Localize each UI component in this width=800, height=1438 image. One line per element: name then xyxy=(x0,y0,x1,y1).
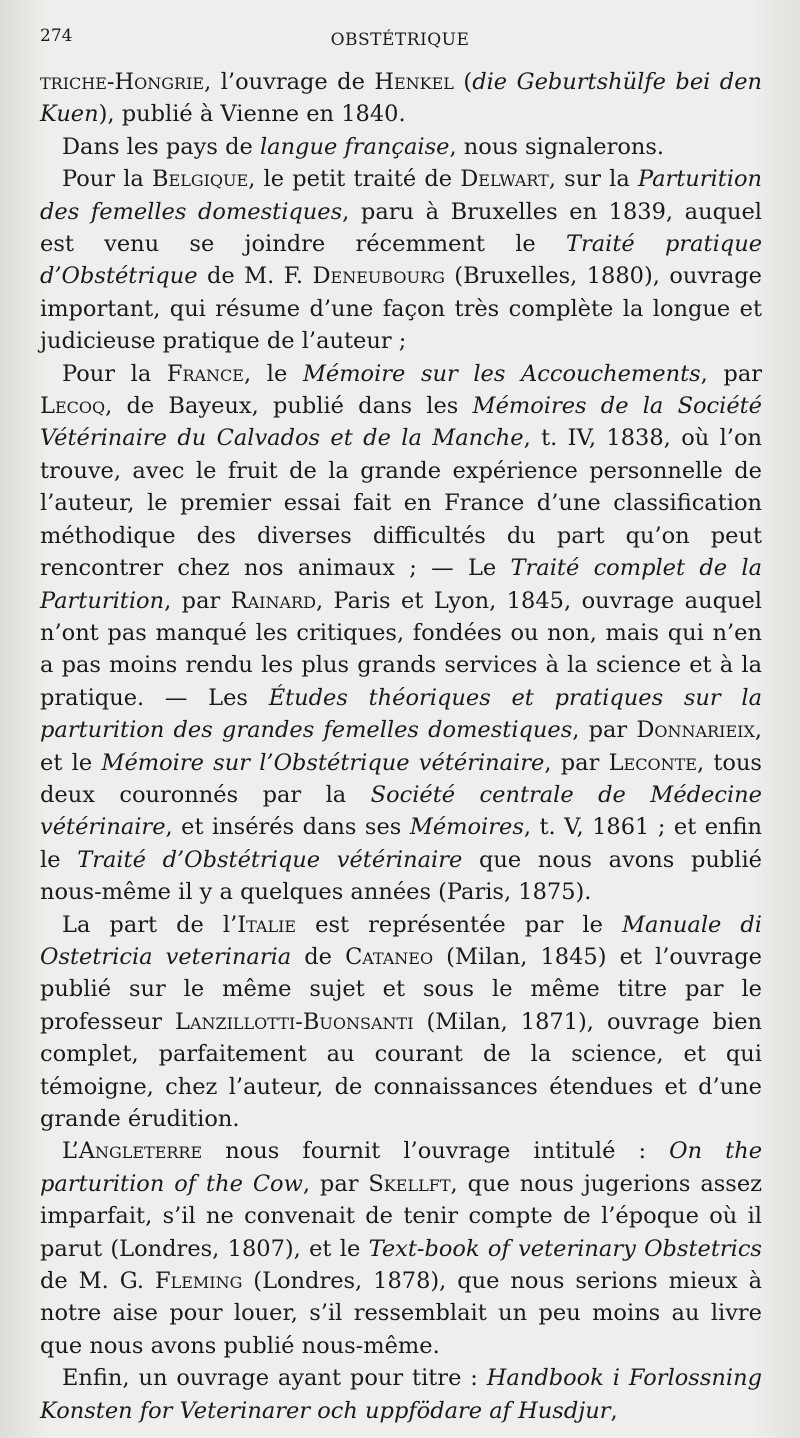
paragraph xyxy=(40,131,762,163)
text-run: , le xyxy=(243,360,303,387)
proper-name: Lanzillotti-Buonsanti xyxy=(175,1008,414,1035)
text-run: , paru à Bruxelles en 1839, auquel est venu se joindre récemment le xyxy=(40,198,762,258)
italic-title: On the parturition of the Cow xyxy=(40,1138,763,1197)
proper-name: Angleterre xyxy=(78,1138,203,1165)
proper-name: Leconte xyxy=(608,749,697,776)
text-run: , et le xyxy=(40,717,762,776)
page-header xyxy=(40,26,762,66)
text-run: , tous deux couronnés par la xyxy=(40,749,762,808)
text-run: de M. G. xyxy=(40,1268,155,1295)
italic-title: Traité complet de la Parturition xyxy=(40,555,762,614)
proper-name: Deneubourg xyxy=(312,263,445,290)
italic-title: Mémoires de la Société Vétérinaire du Calvados et de la Manche xyxy=(40,393,762,452)
text-run: , le petit traité de xyxy=(248,166,461,193)
italic-title: die Geburtshülfe bei den Kuen xyxy=(40,69,763,128)
running-title: OBSTÉTRIQUE xyxy=(330,30,470,50)
text-run: , de Bayeux, publié dans les xyxy=(105,393,473,420)
italic-title: Handbook i Forlossning Konsten for Veterinarer och uppfödare af Husdjur xyxy=(40,1365,762,1424)
text-run: , xyxy=(610,1397,618,1424)
body-text xyxy=(40,66,762,1427)
text-run: , par xyxy=(572,717,637,744)
italic-title: Mémoire sur l’Obstétrique vétérinaire xyxy=(101,749,545,776)
text-run: , t. IV, 1838, où l’on trouve, avec le fruit de la grande expérience personnelle de l’auteur, le premier essai fait en France d’une classification méthodique des diverses difficultés du part qu’on peut rencontrer chez nos animaux ; — Le xyxy=(40,425,762,582)
text-run: de xyxy=(291,943,346,970)
text-run: , par xyxy=(164,587,231,614)
text-run: (Milan, 1871), ouvrage bien complet, parfaitement au courant de la science, et qui témoigne, chez l’auteur, de connaissances étendues et d’une grande érudition. xyxy=(40,1008,762,1132)
paragraph xyxy=(40,1362,762,1427)
text-run: , nous signalerons. xyxy=(449,133,665,160)
text-run: , que nous jugerions assez imparfait, s’il ne convenait de tenir compte de l’époque où il parut (Londres, 1807), et le xyxy=(40,1170,763,1262)
proper-name: Fleming xyxy=(154,1268,243,1295)
paragraph xyxy=(40,358,762,909)
italic-title: Manuale di Ostetricia veterinaria xyxy=(40,911,762,970)
proper-name: Belgique xyxy=(151,166,249,193)
text-run: Pour la xyxy=(62,166,152,193)
text-run: est représentée par le xyxy=(296,911,622,938)
italic-title: Société centrale de Médecine vétérinaire xyxy=(40,781,762,841)
text-run: ), publié à Vienne en 1840. xyxy=(98,101,406,128)
italic-title: Mémoire sur les Accouchements xyxy=(302,360,701,387)
text-run: , par xyxy=(544,749,609,776)
text-run: nous fournit l’ouvrage intitulé : xyxy=(202,1138,670,1165)
italic-title: Text-book of veterinary Obstetrics xyxy=(368,1235,762,1262)
proper-name: Cataneo xyxy=(345,943,434,970)
text-run: (Londres, 1878), que nous serions mieux à notre aise pour louer, s’il ressemblait un peu moins au livre que nous avons publié nous-même. xyxy=(40,1268,762,1359)
paragraph xyxy=(40,909,762,1136)
text-run: que nous avons publié nous-même il y a quelques années (Paris, 1875). xyxy=(40,846,762,906)
text-run: (Bruxelles, 1880), ouvrage important, qui résume d’une façon très complète la longue et judicieuse pratique de l’auteur ; xyxy=(40,263,762,355)
proper-name: Delwart xyxy=(460,166,549,193)
text-run: Pour la xyxy=(62,360,167,387)
italic-title: Traité d’Obstétrique vétérinaire xyxy=(77,846,463,873)
text-run: (Milan, 1845) et l’ouvrage publié sur le même sujet et sous le même titre par le professeur xyxy=(40,943,762,1035)
text-run: , Paris et Lyon, 1845, ouvrage auquel n’ont pas manqué les critiques, fondées ou non, mais qui n’en a pas moins rendu les plus grands services à la science et à la pratique. — Les xyxy=(40,587,762,711)
proper-name: triche-Hongrie xyxy=(40,69,205,95)
proper-name: Donnarieix xyxy=(636,717,755,744)
italic-title: Études théoriques et pratiques sur la parturition des grandes femelles domestiques xyxy=(40,684,763,744)
proper-name: Italie xyxy=(237,911,297,938)
text-run: , et insérés dans ses xyxy=(165,814,410,841)
page-number: 274 xyxy=(40,26,73,46)
text-run: Enfin, un ouvrage ayant pour titre : xyxy=(62,1365,487,1392)
text-run: , l’ouvrage de xyxy=(204,69,375,95)
text-run: ( xyxy=(453,69,473,95)
text-run: L’ xyxy=(62,1138,79,1165)
paragraph xyxy=(40,163,762,357)
text-run: de M. F. xyxy=(197,263,313,290)
text-run: Dans les pays de xyxy=(62,133,260,160)
text-run: La part de l’ xyxy=(62,911,238,938)
paragraph xyxy=(40,1135,762,1362)
proper-name: Skellft xyxy=(368,1170,451,1197)
italic-title: Traité pratique d’Obstétrique xyxy=(40,231,763,290)
text-run: , t. V, 1861 ; et enfin le xyxy=(40,814,763,873)
text-run: , par xyxy=(700,360,762,387)
italic-title: Mémoires xyxy=(409,814,524,841)
text-run: , par xyxy=(302,1170,369,1197)
text-run: , sur la xyxy=(548,166,638,193)
proper-name: Rainard xyxy=(230,587,316,614)
proper-name: Henkel xyxy=(374,69,454,95)
paragraph xyxy=(40,66,762,131)
proper-name: Lecoq xyxy=(40,393,106,420)
italic-title: Parturition des femelles domestiques xyxy=(40,166,763,225)
proper-name: France xyxy=(166,360,244,387)
italic-title: langue française xyxy=(259,133,450,160)
